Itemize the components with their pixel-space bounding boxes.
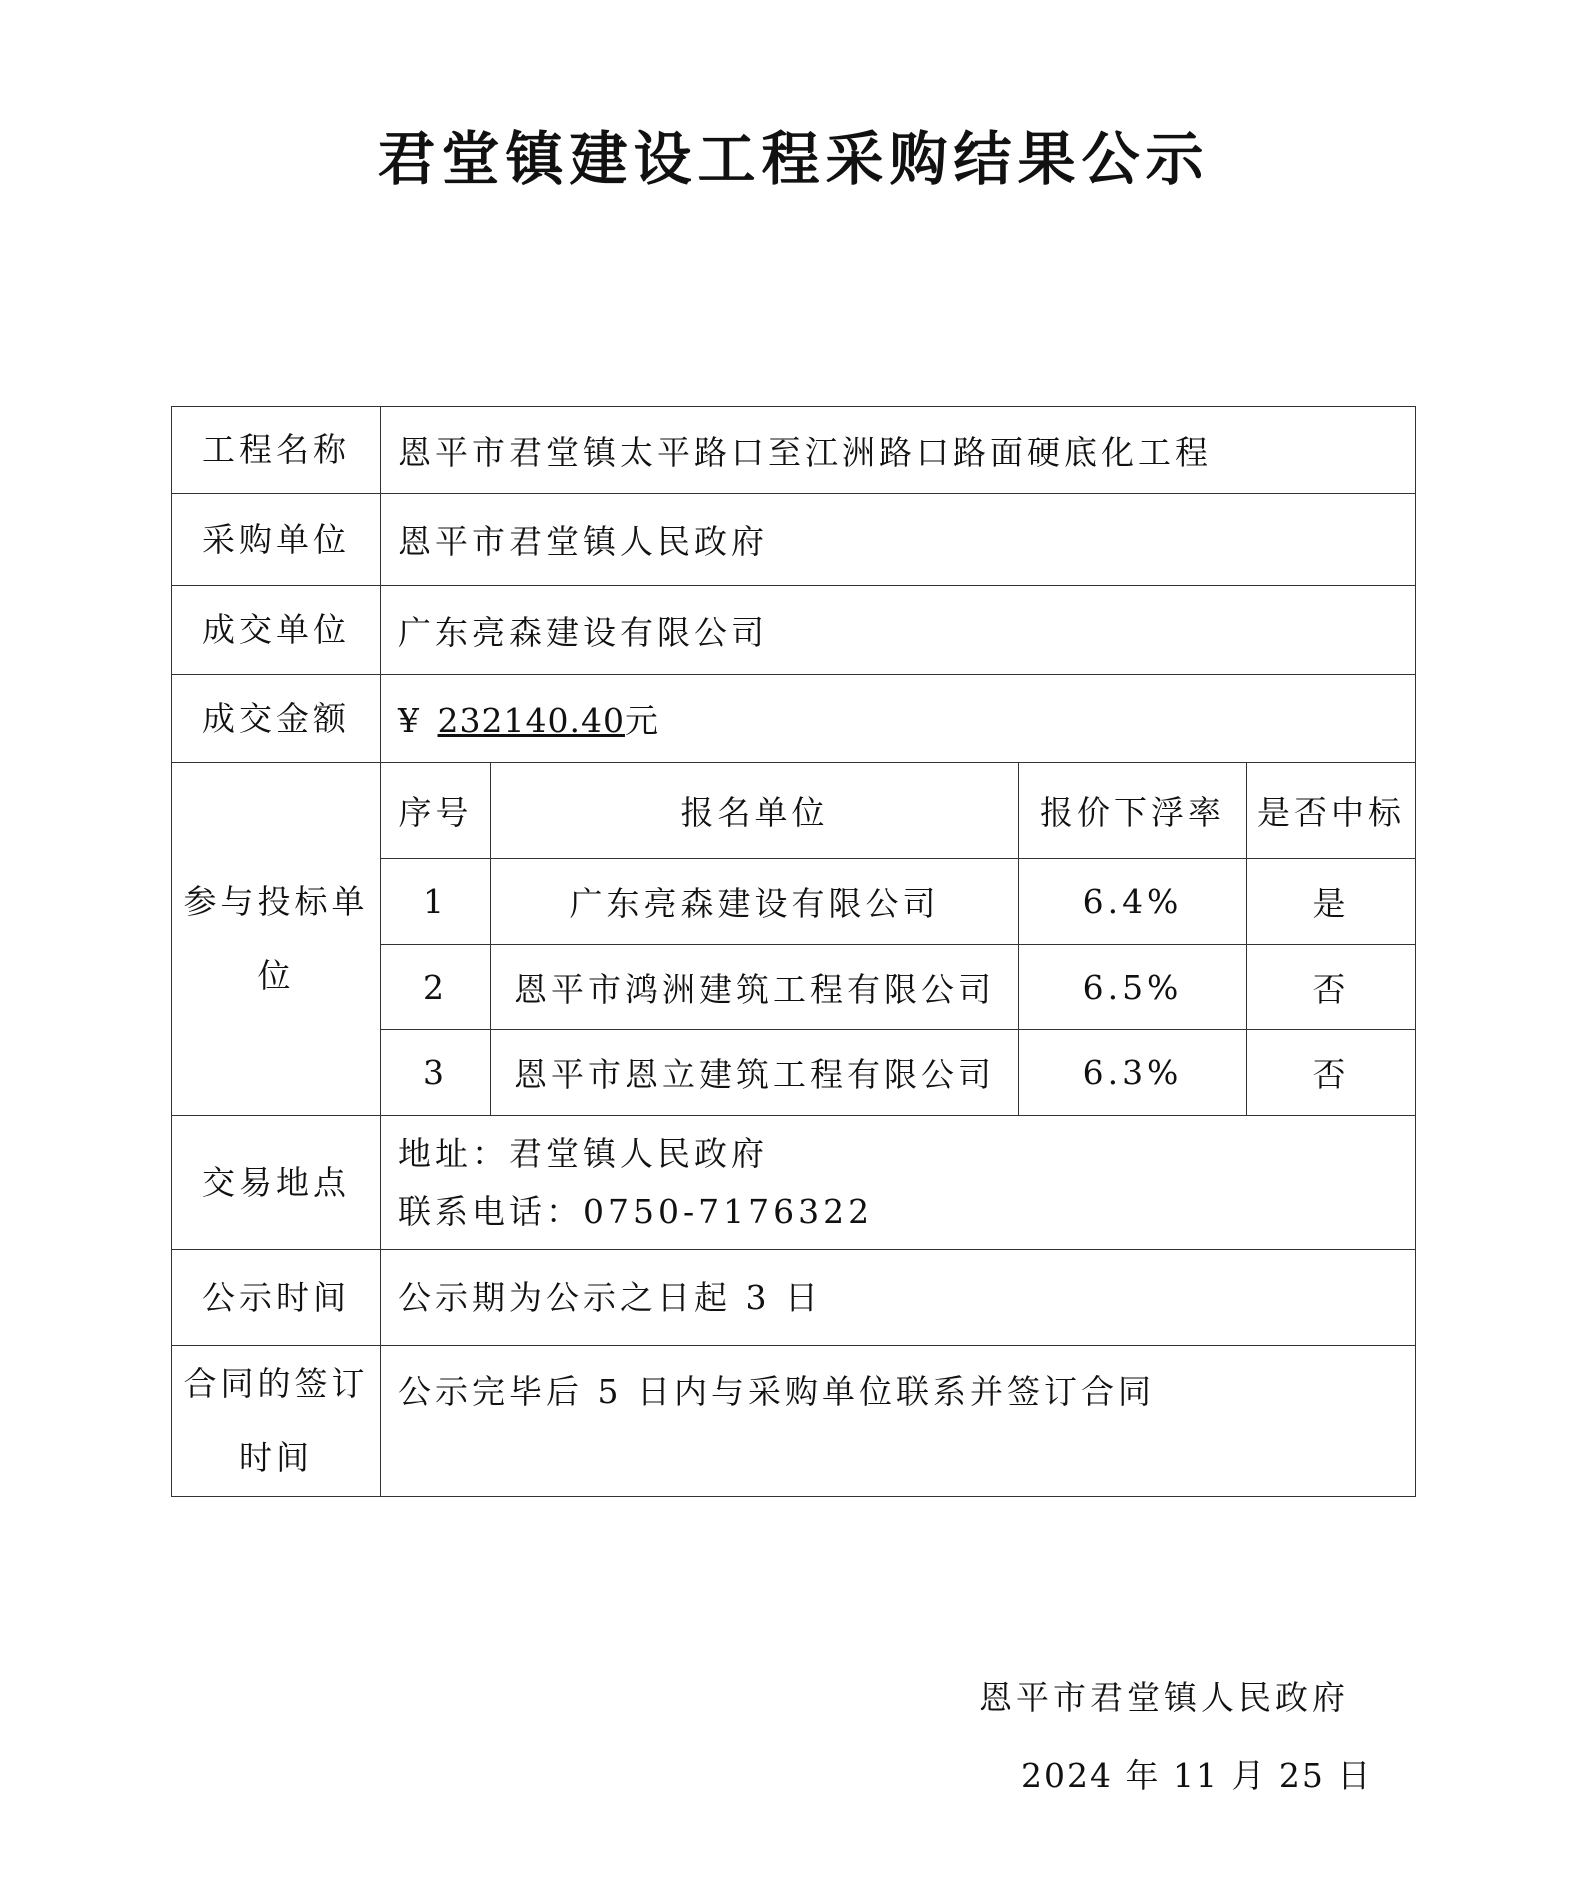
label: 参与投标单位 [172,763,381,1116]
contract-time-value: 公示完毕后 5 日内与采购单位联系并签订合同 [381,1346,1416,1497]
winner-value: 广东亮森建设有限公司 [381,586,1416,675]
procurement-result-table [171,406,1416,1497]
bidder-no: 1 [381,859,491,945]
bidder-name: 广东亮森建设有限公司 [491,859,1019,945]
row-contract-time [172,1346,1416,1497]
header-rate: 报价下浮率 [1019,763,1247,859]
label: 公示时间 [172,1250,381,1346]
phone: 联系电话：0750-7176322 [398,1191,874,1231]
amount-value [381,675,1416,763]
location-value [381,1116,1416,1250]
header-name: 报名单位 [491,763,1019,859]
header-won: 是否中标 [1247,763,1416,859]
page-title: 君堂镇建设工程采购结果公示 [377,125,1210,193]
project-name-value: 恩平市君堂镇太平路口至江洲路口路面硬底化工程 [381,407,1416,494]
amount-unit: 元 [624,701,662,740]
bidder-no: 3 [381,1030,491,1116]
currency-symbol: ¥ [398,701,423,740]
bidder-won: 是 [1247,859,1416,945]
label: 成交单位 [172,586,381,675]
notice-period-value: 公示期为公示之日起 3 日 [381,1250,1416,1346]
signature-org: 恩平市君堂镇人民政府 [979,1678,1349,1717]
purchaser-value: 恩平市君堂镇人民政府 [381,494,1416,586]
bidder-name: 恩平市鸿洲建筑工程有限公司 [491,945,1019,1030]
header-no: 序号 [381,763,491,859]
row-notice-period [172,1250,1416,1346]
bidder-rate: 6.3% [1019,1030,1247,1116]
bidder-rate: 6.5% [1019,945,1247,1030]
bidder-won: 否 [1247,945,1416,1030]
bidder-no: 2 [381,945,491,1030]
label: 成交金额 [172,675,381,763]
label: 合同的签订时间 [172,1346,381,1497]
label: 工程名称 [172,407,381,494]
row-location [172,1116,1416,1250]
signature-date: 2024 年 11 月 25 日 [1021,1756,1373,1795]
label: 交易地点 [172,1116,381,1250]
bidder-rate: 6.4% [1019,859,1247,945]
row-purchaser [172,494,1416,586]
bidders-header-row [172,763,1416,859]
address: 地址：君堂镇人民政府 [398,1133,768,1173]
bidder-won: 否 [1247,1030,1416,1116]
amount-number: 232140.40 [437,701,625,740]
row-project-name [172,407,1416,494]
row-winner [172,586,1416,675]
label: 采购单位 [172,494,381,586]
row-amount [172,675,1416,763]
bidder-name: 恩平市恩立建筑工程有限公司 [491,1030,1019,1116]
